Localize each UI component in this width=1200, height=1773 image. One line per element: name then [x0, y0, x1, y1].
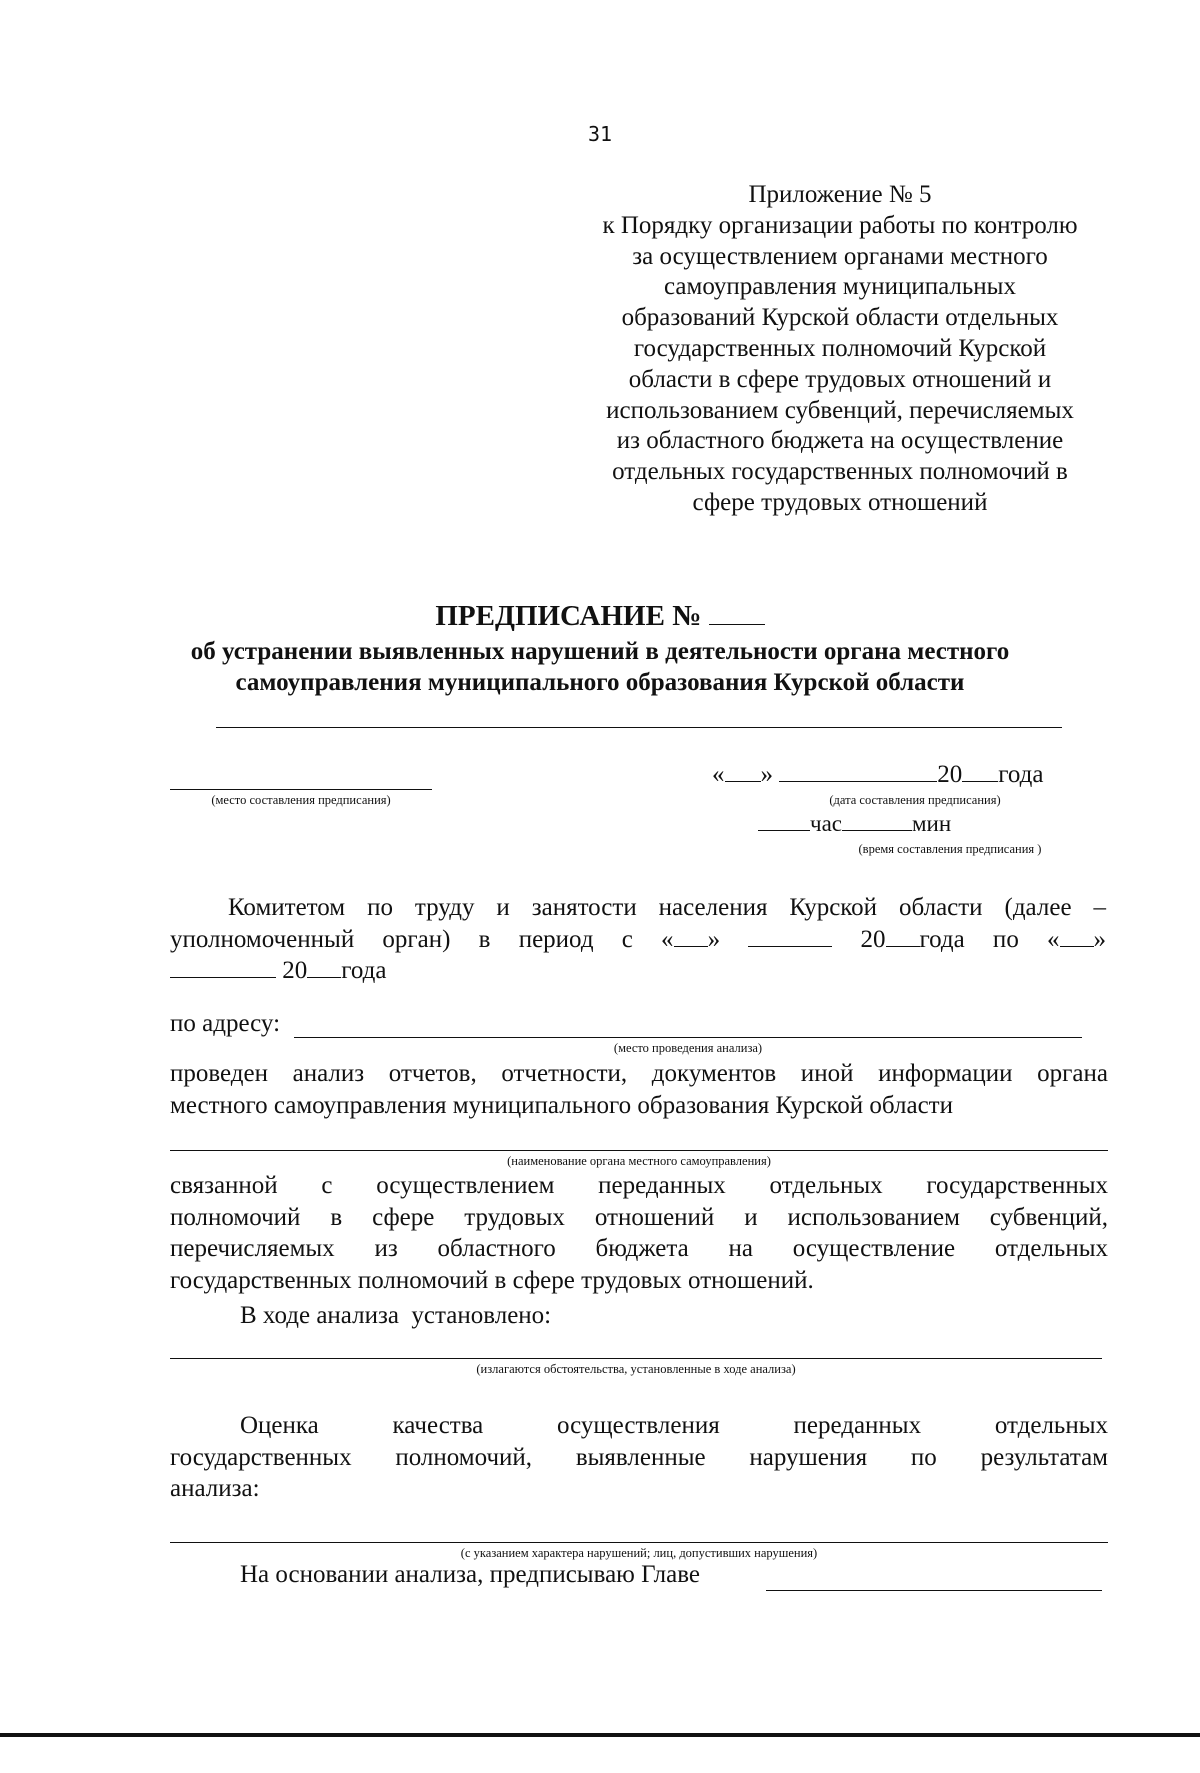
related-line-3: перечисляемых из областного бюджета на осуществление отдельных: [170, 1235, 1108, 1262]
document-title-text: ПРЕДПИСАНИЕ №: [435, 600, 702, 632]
address-blank[interactable]: [294, 1037, 1082, 1038]
appendix-line: области в сфере трудовых отношений и: [628, 365, 1052, 393]
appendix-block: [560, 180, 1120, 519]
analysis-line-2: местного самоуправления муниципального образования Курской области: [170, 1091, 953, 1119]
period-line-3: 20 года: [170, 955, 1106, 987]
address-label: по адресу:: [170, 1010, 281, 1037]
related-line-4: государственных полномочий в сфере трудовых отношений.: [170, 1266, 814, 1294]
bottom-border-rule: [0, 1733, 1200, 1737]
date-field: « » 20 года: [712, 761, 1044, 788]
document-title: [0, 600, 1200, 633]
appendix-line: из областного бюджета на осуществление: [616, 427, 1064, 455]
paragraph-period: [170, 892, 1106, 987]
period-from-day-blank[interactable]: [674, 928, 708, 947]
appendix-line: самоуправления муниципальных: [664, 273, 1016, 301]
document-subtitle: [0, 636, 1200, 698]
period-from-month-blank[interactable]: [748, 928, 832, 947]
period-line-1: Комитетом по труду и занятости населения Курской области (далее –: [228, 894, 1106, 921]
time-caption: (время составления предписания ): [858, 842, 1042, 856]
circumstances-caption: (излагаются обстоятельства, установленные в ходе анализа): [476, 1362, 796, 1376]
place-caption: (место составления предписания): [211, 793, 391, 807]
head-name-blank[interactable]: [766, 1590, 1102, 1591]
related-line-1: связанной с осуществлением переданных отдельных государственных: [170, 1172, 1108, 1199]
period-to-month-blank[interactable]: [170, 959, 276, 978]
appendix-line: к Порядку организации работы по контролю: [602, 211, 1078, 239]
period-to-day-blank[interactable]: [1060, 928, 1094, 947]
subtitle-line: самоуправления муниципального образования Курской области: [235, 669, 965, 696]
time-min-blank[interactable]: [842, 812, 912, 831]
violations-caption: (с указанием характера нарушений; лиц, допустивших нарушения): [460, 1546, 818, 1560]
page-number: 31: [587, 122, 613, 146]
subtitle-line: об устранении выявленных нарушений в деятельности органа местного: [190, 638, 1010, 665]
related-line-2: полномочий в сфере трудовых отношений и использованием субвенций,: [170, 1203, 1108, 1231]
paragraph-related: [170, 1170, 1108, 1296]
time-hour-blank[interactable]: [758, 812, 810, 831]
period-line-2: уполномоченный орган) в период с « » 20 года по « »: [170, 925, 1107, 953]
assessment-line-1: Оценка качества осуществления переданных отдельных: [240, 1412, 1108, 1439]
date-caption: (дата составления предписания): [829, 793, 1001, 807]
period-from-year-blank[interactable]: [886, 928, 920, 947]
date-month-blank[interactable]: [779, 763, 937, 782]
appendix-line: отдельных государственных полномочий в: [612, 458, 1068, 486]
period-to-year-blank[interactable]: [307, 959, 341, 978]
prescription-number-blank[interactable]: [709, 602, 765, 625]
appendix-line: за осуществлением органами местного: [632, 242, 1048, 270]
appendix-line: сфере трудовых отношений: [692, 488, 988, 516]
address-caption: (место проведения анализа): [613, 1041, 763, 1055]
date-day-blank[interactable]: [725, 763, 761, 782]
appendix-line: Приложение № 5: [748, 181, 932, 208]
assessment-line-3: анализа:: [170, 1475, 260, 1502]
time-field: час мин: [758, 811, 951, 837]
assessment-line-2: государственных полномочий, выявленные нарушения по результатам: [170, 1443, 1108, 1471]
date-year-blank[interactable]: [962, 763, 998, 782]
organ-name-blank[interactable]: [170, 1150, 1108, 1151]
findings-intro: В ходе анализа установлено:: [240, 1302, 552, 1329]
organ-name-caption: (наименование органа местного самоуправления): [507, 1154, 771, 1168]
paragraph-analysis: [170, 1058, 1108, 1121]
paragraph-assessment: [170, 1410, 1108, 1505]
appendix-line: образований Курской области отдельных: [621, 304, 1059, 332]
title-underline: [216, 727, 1062, 728]
circumstances-blank[interactable]: [170, 1358, 1102, 1359]
order-line: На основании анализа, предписываю Главе: [240, 1561, 700, 1588]
place-blank[interactable]: [170, 789, 432, 790]
violations-blank[interactable]: [170, 1542, 1108, 1543]
analysis-line-1: проведен анализ отчетов, отчетности, документов иной информации органа: [170, 1060, 1108, 1087]
appendix-line: государственных полномочий Курской: [633, 334, 1047, 362]
appendix-line: использованием субвенций, перечисляемых: [606, 396, 1074, 424]
